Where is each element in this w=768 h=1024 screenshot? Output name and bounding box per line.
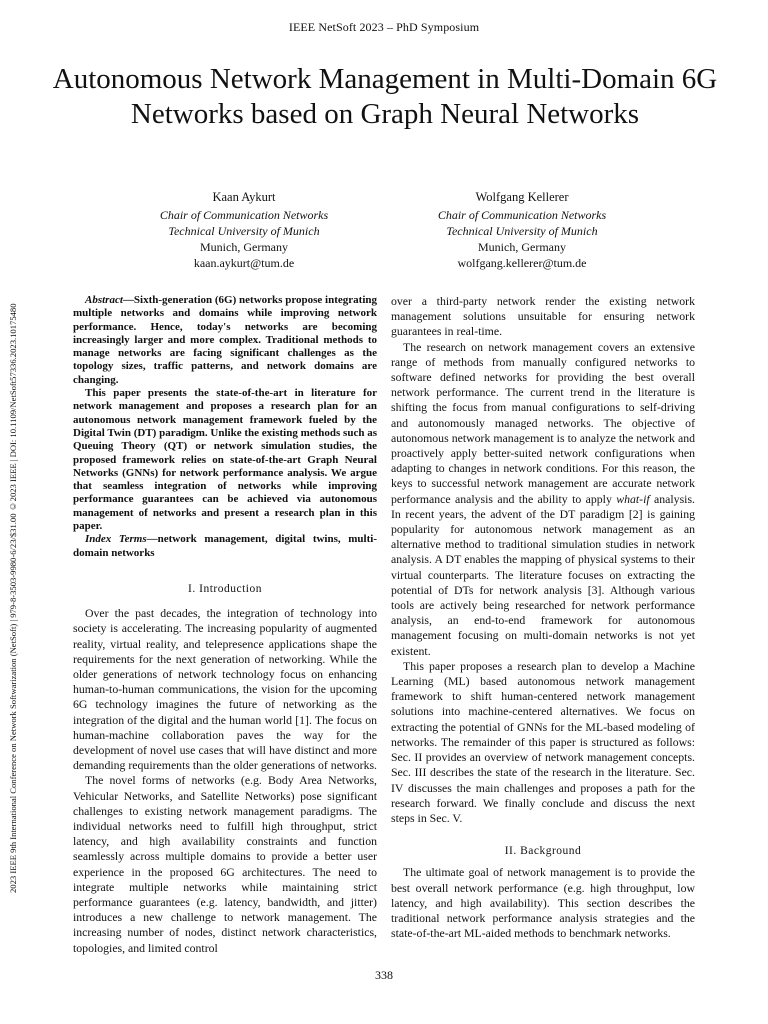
body-text: The research on network management covers an extensive range of methods from manually configured networks to software defined networks for providing the best overall network performance. The current trend in the literature is shifting the focus from manual configurations to self-driving and autonomously managed networks. The objective of autonomous network management is to analyze the network and proactively apply better-suited network configurations when adapting to changes in network conditions. For this reason, the keys to successful network management are accurate network performance analysis and the ability to apply — [391, 339, 695, 506]
author-city: Munich, Germany — [200, 240, 288, 254]
body-paragraph: over a third-party network render the existing network management solutions unsuitable for ensuring network guarantees in real-time. — [391, 294, 695, 339]
author-email[interactable]: kaan.aykurt@tum.de — [193, 256, 295, 270]
body-paragraph: This paper proposes a research plan to develop a Machine Learning (ML) based autonomous network management framework to shift human-centered network management solutions into machine-centered alternatives. We focus on extracting the potential of GNNs for the ML-based modeling of networks. The remainder of this paper is structured as follows: Sec. II provides an overview of network management concepts. Sec. III describes the state of the research in the literature. Sec. IV discusses the main challenges and proposes a path for the research forward. We finally conclude and discuss the next steps in Sec. V. — [391, 658, 695, 825]
index-terms-label: Index Terms — [85, 533, 147, 546]
author-name: Kaan Aykurt — [212, 190, 276, 204]
section-heading-introduction: I. Introduction — [188, 582, 262, 595]
author-block-1 — [94, 189, 394, 271]
body-paragraph — [391, 340, 695, 659]
left-column — [73, 294, 377, 956]
abstract-paragraph-1 — [73, 294, 377, 387]
right-column — [391, 294, 695, 941]
author-department: Chair of Communication Networks — [437, 208, 607, 222]
body-paragraph: The ultimate goal of network management is to provide the best overall network performance (e.g. high throughput, low latency, and high availability). This section describes the traditional network performance analysis strategies and the state-of-the-art ML-aided methods to benchmark networks. — [391, 865, 695, 941]
body-paragraph: Over the past decades, the integration of technology into society is accelerating. The increasing popularity of augmented reality, virtual reality, and telepresence applications shape the requirements for the next generation of networking. While the older generations of network technology focus on enhancing human-to-human communications, the vision for the upcoming 6G technology imagines the future of networking as the integration of the digital and the human world [1]. The focus on human-machine collaboration paves the way for the development of novel use cases that will have distinct and more demanding requirements than the older generations of networks. — [73, 606, 378, 773]
author-city: Munich, Germany — [478, 240, 566, 254]
author-department: Chair of Communication Networks — [159, 208, 329, 222]
abstract-paragraph-2: This paper presents the state-of-the-art in literature for network management and proposes a research plan for an autonomous network management framework fueled by the Digital Twin (DT) paradigm. Unlike the existing methods such as Queuing Theory (QT) or network simulation studies, the proposed framework relies on state-of-the-art Graph Neural Networks (GNNs) for network performance analysis. We argue that seamless integration of networks while improving performance guarantees can be achieved via autonomous management of networks and present a research plan in this paper. — [73, 387, 377, 533]
index-terms-text: —network management, digital twins, multi-domain networks — [73, 533, 377, 559]
author-block-2 — [372, 189, 672, 271]
abstract-text: —Sixth-generation (6G) networks propose integrating multiple networks and domains while improving network performance. Hence, today's networks are becoming increasingly larger and more complex. Traditional methods to manage networks are facing significant challenges as the topology sizes, traffic patterns, and network domains are changing. — [73, 294, 377, 386]
conference-header: IEEE NetSoft 2023 – PhD Symposium — [288, 20, 480, 34]
author-name: Wolfgang Kellerer — [475, 190, 569, 204]
emphasis-text: what-if — [616, 491, 650, 506]
author-email[interactable]: wolfgang.kellerer@tum.de — [457, 256, 587, 270]
index-terms — [73, 533, 377, 560]
side-doi-strip: 2023 IEEE 9th International Conference on Network Softwarization (NetSoft) | 979-8-3503-9980-6/23/$31.00 ©2023 IEEE | DOI: 10.1109/NetSoft57336.2023.10175480 — [8, 303, 18, 893]
paper-title: Autonomous Network Management in Multi-Domain 6G Networks based on Graph Neural Networks — [52, 63, 718, 130]
body-paragraph: The novel forms of networks (e.g. Body Area Networks, Vehicular Networks, and Satellite Networks) pose significant challenges to existing network management paradigms. The individual networks need to fulfill high throughput, strict latency, and high availability constraints and function seamlessly across multiple domains to provide a better user experience in the proposed 6G architectures. The need to integrate multiple networks while maintaining strict performance guarantees (e.g. latency, bandwidth, and jitter) introduces a new challenge to network management. The increasing number of nodes, distinct network characteristics, topologies, and limited control — [73, 773, 377, 955]
page-number: 338 — [375, 968, 393, 982]
author-university: Technical University of Munich — [168, 224, 320, 238]
abstract-label: Abstract — [85, 294, 123, 306]
author-university: Technical University of Munich — [446, 224, 598, 238]
section-heading-background: II. Background — [504, 845, 582, 858]
body-text: analysis. In recent years, the advent of the DT paradigm [2] is gaining popularity for autonomous network management as an alternative method to traditional simulation studies in network analysis. A DT enables the mapping of physical systems to their virtual counterparts. The literature focuses on extracting the potential of DTs for network analysis [3]. Although various tools are actively being researched for network performance analysis, an end-to-end framework for autonomous management focusing on multi-domain networks is not yet existent. — [391, 491, 695, 658]
